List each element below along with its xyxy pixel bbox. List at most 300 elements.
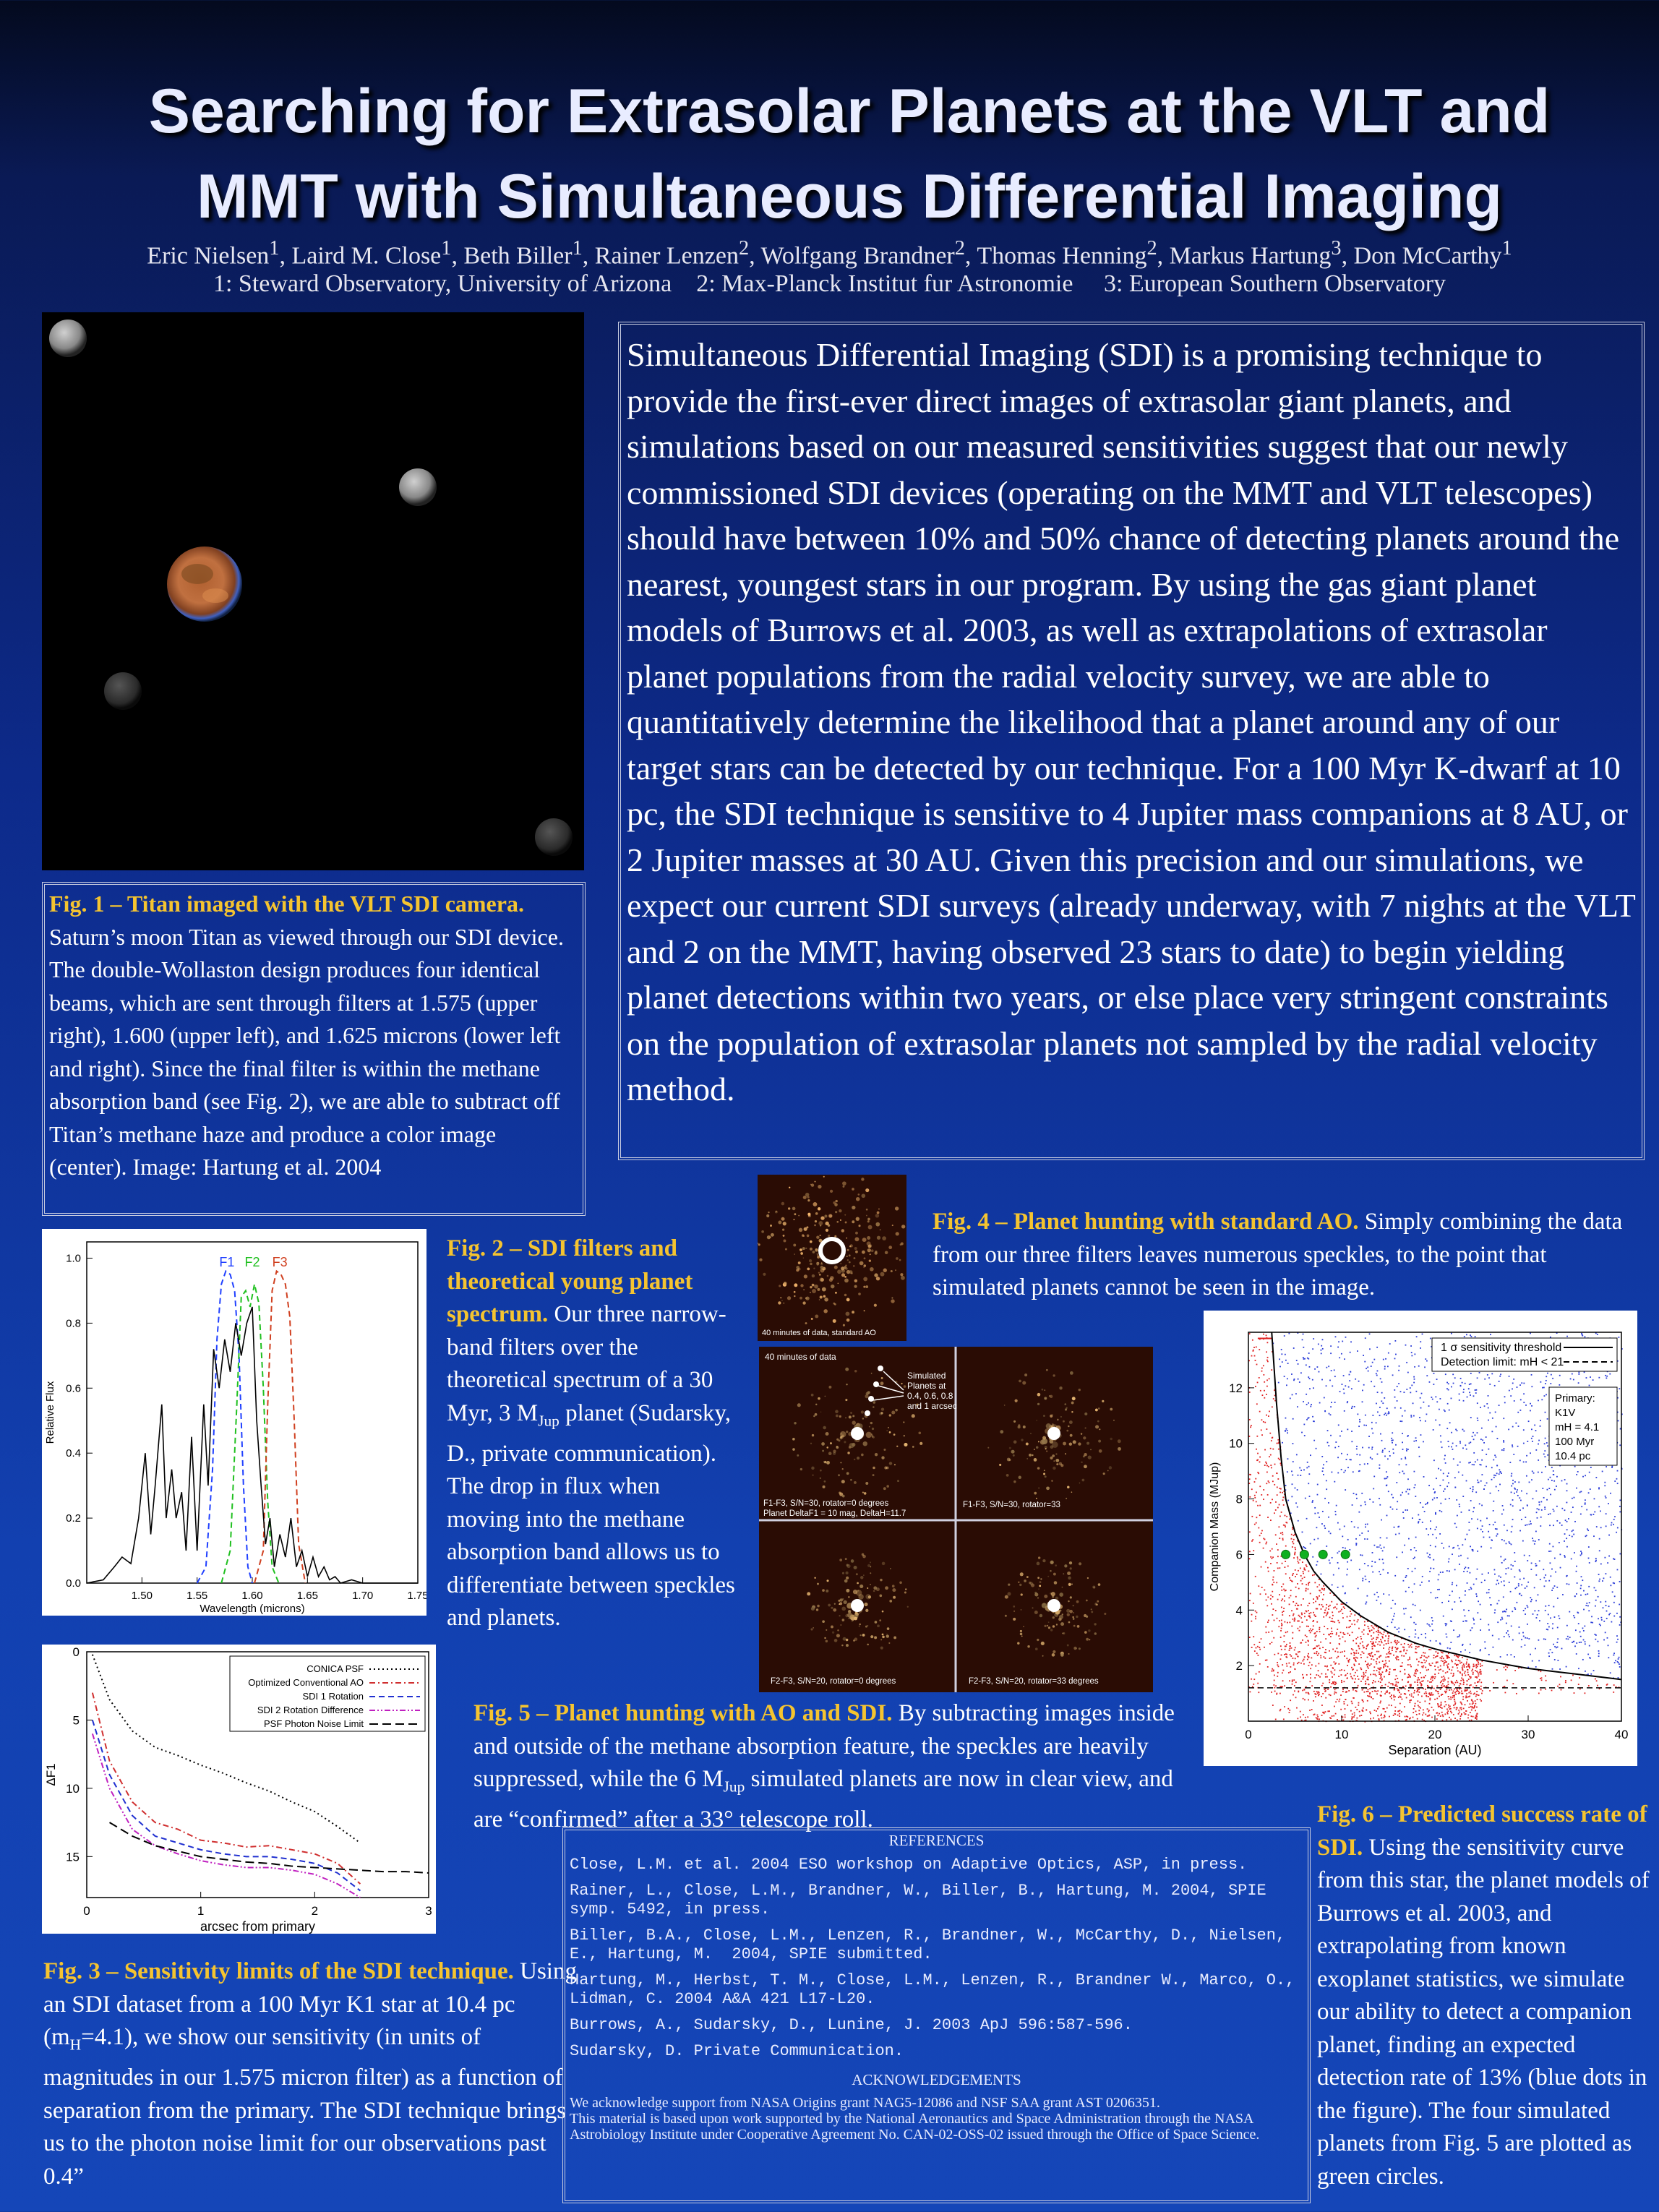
fig6-undetected-dot — [1334, 1684, 1336, 1685]
fig6-detected-dot — [1442, 1572, 1444, 1573]
speckle — [863, 1277, 867, 1282]
fig6-undetected-dot — [1337, 1657, 1338, 1658]
fig6-detected-dot — [1585, 1475, 1586, 1476]
fig6-undetected-dot — [1512, 1683, 1514, 1684]
fig6-detected-dot — [1339, 1551, 1340, 1552]
fig6-detected-dot — [1482, 1449, 1483, 1451]
fig6-info-line: mH = 4.1 — [1555, 1421, 1600, 1433]
speckle — [1069, 1442, 1072, 1445]
speckle — [1069, 1561, 1072, 1564]
speckle — [849, 1261, 851, 1264]
fig6-detected-dot — [1364, 1463, 1366, 1465]
fig6-undetected-dot — [1399, 1696, 1401, 1697]
fig6-undetected-dot — [1476, 1718, 1478, 1720]
fig6-detected-dot — [1404, 1613, 1405, 1615]
speckle — [1044, 1625, 1046, 1627]
fig6-undetected-dot — [1290, 1655, 1292, 1657]
fig6-undetected-dot — [1475, 1664, 1477, 1666]
speckle — [845, 1222, 847, 1224]
fig6-detected-dot — [1487, 1374, 1488, 1376]
fig6-detected-dot — [1547, 1623, 1548, 1624]
speckle — [1044, 1397, 1047, 1399]
fig6-detected-dot — [1380, 1574, 1381, 1575]
fig6-detected-dot — [1358, 1470, 1360, 1472]
fig6-undetected-dot — [1478, 1681, 1480, 1683]
fig6-undetected-dot — [1319, 1676, 1321, 1678]
fig6-detected-dot — [1560, 1567, 1561, 1569]
fig6-undetected-dot — [1469, 1667, 1470, 1668]
fig6-detected-dot — [1441, 1511, 1442, 1512]
fig6-undetected-dot — [1444, 1701, 1446, 1702]
fig6-detected-dot — [1590, 1376, 1591, 1378]
fig6-detected-dot — [1462, 1621, 1464, 1622]
fig6-undetected-dot — [1462, 1668, 1463, 1670]
fig6-detected-dot — [1293, 1461, 1294, 1462]
fig6-undetected-dot — [1258, 1655, 1259, 1656]
fig6-undetected-dot — [1421, 1677, 1423, 1679]
fig6-detected-dot — [1420, 1434, 1422, 1436]
fig6-detected-dot — [1462, 1645, 1463, 1646]
fig6-y-tick-label: 2 — [1235, 1659, 1243, 1673]
speckle — [810, 1184, 812, 1186]
fig6-undetected-dot — [1346, 1626, 1347, 1628]
fig6-undetected-dot — [1374, 1645, 1376, 1647]
fig6-undetected-dot — [1449, 1708, 1451, 1710]
fig6-detected-dot — [1515, 1423, 1517, 1424]
fig6-detected-dot — [1616, 1635, 1618, 1637]
fig6-detected-dot — [1328, 1531, 1329, 1532]
fig6-undetected-dot — [1341, 1603, 1342, 1605]
speckle — [1032, 1607, 1034, 1608]
fig6-undetected-dot — [1373, 1680, 1374, 1681]
fig6-undetected-dot — [1382, 1637, 1384, 1639]
fig6-detected-dot — [1452, 1449, 1454, 1450]
fig6-detected-dot — [1614, 1480, 1616, 1482]
speckle — [841, 1229, 844, 1232]
fig6-undetected-dot — [1317, 1598, 1319, 1600]
fig6-detected-dot — [1525, 1608, 1526, 1609]
fig6-detected-dot — [1467, 1558, 1469, 1559]
fig6-detected-dot — [1547, 1629, 1548, 1631]
fig6-detected-dot — [1443, 1472, 1444, 1474]
fig6-undetected-dot — [1465, 1675, 1466, 1676]
speckle — [1037, 1403, 1039, 1405]
fig6-detected-dot — [1466, 1449, 1467, 1450]
fig6-undetected-dot — [1363, 1673, 1365, 1675]
fig6-undetected-dot — [1317, 1586, 1319, 1587]
fig6-detected-dot — [1576, 1474, 1577, 1475]
fig6-detected-dot — [1470, 1546, 1471, 1547]
fig6-detected-dot — [1332, 1557, 1333, 1559]
speckle — [834, 1639, 838, 1642]
fig6-detected-dot — [1511, 1569, 1512, 1570]
fig6-undetected-dot — [1396, 1644, 1397, 1645]
speckle — [836, 1446, 839, 1449]
fig6-detected-dot — [1531, 1374, 1532, 1376]
fig6-undetected-dot — [1270, 1556, 1272, 1558]
fig6-detected-dot — [1387, 1366, 1389, 1367]
fig6-undetected-dot — [1265, 1626, 1266, 1628]
fig6-undetected-dot — [1440, 1707, 1441, 1708]
fig6-undetected-dot — [1266, 1600, 1267, 1601]
speckle — [813, 1415, 815, 1417]
fig6-undetected-dot — [1460, 1702, 1462, 1703]
fig6-detected-dot — [1439, 1485, 1441, 1486]
speckle — [827, 1275, 829, 1277]
fig6-detected-dot — [1297, 1406, 1298, 1407]
fig6-undetected-dot — [1337, 1620, 1339, 1621]
fig6-detected-dot — [1554, 1646, 1556, 1647]
fig6-undetected-dot — [1418, 1689, 1420, 1690]
fig6-undetected-dot — [1431, 1717, 1433, 1718]
fig6-detected-dot — [1399, 1420, 1401, 1422]
fig6-undetected-dot — [1300, 1663, 1302, 1664]
fig6-detected-dot — [1462, 1544, 1463, 1546]
fig6-detected-dot — [1419, 1417, 1420, 1418]
speckle — [839, 1491, 841, 1493]
speckle — [1005, 1615, 1007, 1617]
fig6-detected-dot — [1460, 1600, 1462, 1602]
fig6-undetected-dot — [1454, 1697, 1455, 1698]
fig6-detected-dot — [1614, 1662, 1616, 1663]
fig6-undetected-dot — [1394, 1640, 1396, 1642]
fig6-detected-dot — [1552, 1628, 1553, 1629]
fig6-detected-dot — [1547, 1418, 1548, 1420]
fig6-detected-dot — [1381, 1440, 1383, 1441]
fig6-undetected-dot — [1275, 1501, 1277, 1503]
fig6-detected-dot — [1483, 1442, 1485, 1444]
speckle — [901, 1276, 905, 1280]
fig6-detected-dot — [1428, 1580, 1430, 1582]
fig6-undetected-dot — [1440, 1689, 1441, 1690]
fig6-undetected-dot — [1380, 1701, 1381, 1702]
fig1-heading: Fig. 1 – Titan imaged with the VLT SDI camera. — [49, 891, 524, 917]
acknowledgement-1: We acknowledge support from NASA Origins grant NAG5-12086 and NSF SAA grant AST 0206351. — [570, 2095, 1160, 2111]
fig6-undetected-dot — [1386, 1670, 1387, 1671]
author-aff: 2 — [1146, 237, 1157, 260]
fig6-undetected-dot — [1463, 1684, 1465, 1685]
fig6-detected-dot — [1377, 1371, 1379, 1372]
fig6-detected-dot — [1482, 1525, 1483, 1527]
fig6-undetected-dot — [1250, 1474, 1251, 1475]
fig6-detected-dot — [1451, 1333, 1452, 1334]
fig6-detected-dot — [1577, 1582, 1578, 1584]
fig6-detected-dot — [1538, 1459, 1539, 1461]
fig6-detected-dot — [1290, 1398, 1291, 1399]
fig6-detected-dot — [1472, 1436, 1473, 1437]
fig6-detected-dot — [1298, 1379, 1299, 1380]
fig6-undetected-dot — [1282, 1614, 1283, 1616]
fig6-detected-dot — [1394, 1407, 1396, 1409]
fig6-undetected-dot — [1282, 1492, 1283, 1493]
fig6-undetected-dot — [1452, 1697, 1454, 1698]
fig6-detected-dot — [1585, 1594, 1587, 1595]
fig3-legend-label: Optimized Conventional AO — [248, 1677, 364, 1688]
fig6-undetected-dot — [1285, 1515, 1286, 1517]
fig6-undetected-dot — [1302, 1674, 1303, 1676]
fig6-undetected-dot — [1389, 1705, 1390, 1706]
fig6-undetected-dot — [1256, 1501, 1257, 1503]
fig6-detected-dot — [1449, 1498, 1450, 1499]
speckle — [1038, 1487, 1039, 1488]
fig6-undetected-dot — [1451, 1669, 1452, 1671]
speckle — [775, 1211, 778, 1214]
speckle — [843, 1324, 845, 1326]
speckle — [1046, 1369, 1048, 1371]
fig6-detected-dot — [1436, 1401, 1438, 1402]
fig6-detected-dot — [1444, 1410, 1445, 1411]
fig6-detected-dot — [1337, 1552, 1338, 1553]
fig6-detected-dot — [1519, 1571, 1521, 1572]
fig6-x-tick-label: 0 — [1245, 1728, 1252, 1741]
fig6-detected-dot — [1468, 1589, 1470, 1590]
speckle — [819, 1274, 821, 1276]
fig6-undetected-dot — [1430, 1649, 1431, 1650]
fig6-undetected-dot — [1285, 1649, 1286, 1650]
speckle — [881, 1407, 884, 1410]
fig6-undetected-dot — [1298, 1662, 1300, 1663]
fig6-undetected-dot — [1281, 1686, 1282, 1687]
fig6-undetected-dot — [1308, 1665, 1310, 1666]
speckle — [1021, 1593, 1023, 1595]
fig6-undetected-dot — [1596, 1680, 1598, 1681]
fig6-undetected-dot — [1266, 1660, 1268, 1661]
speckle — [894, 1464, 896, 1465]
speckle — [865, 1394, 868, 1398]
fig6-undetected-dot — [1266, 1415, 1267, 1416]
fig6-detected-dot — [1392, 1497, 1394, 1499]
fig6-detected-dot — [1308, 1402, 1309, 1404]
fig6-detected-dot — [1454, 1377, 1456, 1379]
fig6-undetected-dot — [1384, 1640, 1386, 1642]
fig6-undetected-dot — [1344, 1670, 1345, 1671]
fig6-detected-dot — [1392, 1442, 1393, 1444]
fig6-undetected-dot — [1397, 1715, 1399, 1716]
fig6-detected-dot — [1449, 1559, 1450, 1560]
fig6-detected-dot — [1319, 1371, 1320, 1373]
fig6-detected-dot — [1384, 1366, 1386, 1368]
speckle — [1023, 1626, 1024, 1627]
fig6-undetected-dot — [1454, 1689, 1455, 1690]
speckle — [1098, 1583, 1101, 1586]
fig6-undetected-dot — [1339, 1699, 1340, 1700]
fig6-detected-dot — [1572, 1506, 1574, 1508]
fig6-detected-dot — [1414, 1557, 1415, 1559]
fig6-detected-dot — [1470, 1488, 1471, 1489]
fig6-detected-dot — [1545, 1610, 1546, 1611]
fig6-detected-dot — [1512, 1611, 1513, 1612]
speckle — [1087, 1577, 1089, 1579]
speckle — [823, 1295, 826, 1298]
fig6-undetected-dot — [1384, 1715, 1385, 1716]
fig6-undetected-dot — [1411, 1647, 1412, 1648]
speckle — [794, 1283, 797, 1287]
fig6-undetected-dot — [1313, 1602, 1314, 1603]
speckle — [1039, 1614, 1043, 1618]
fig6-undetected-dot — [1376, 1691, 1377, 1692]
fig6-undetected-dot — [1280, 1637, 1282, 1638]
fig6-undetected-dot — [1339, 1638, 1341, 1639]
speckle — [847, 1249, 849, 1251]
fig6-detected-dot — [1497, 1533, 1499, 1535]
fig6-detected-dot — [1443, 1548, 1444, 1549]
speckle — [818, 1397, 820, 1400]
fig6-undetected-dot — [1541, 1679, 1543, 1681]
speckle — [859, 1626, 860, 1627]
fig6-detected-dot — [1293, 1418, 1294, 1420]
speckle — [841, 1436, 844, 1439]
fig6-detected-dot — [1532, 1660, 1533, 1662]
fig6-undetected-dot — [1316, 1694, 1317, 1695]
speckle — [900, 1273, 903, 1276]
fig6-undetected-dot — [1282, 1534, 1283, 1535]
fig6-detected-dot — [1558, 1615, 1559, 1616]
fig6-detected-dot — [1544, 1585, 1546, 1587]
fig6-undetected-dot — [1282, 1538, 1284, 1539]
fig6-detected-dot — [1566, 1625, 1568, 1626]
fig6-detected-dot — [1327, 1442, 1329, 1444]
fig6-detected-dot — [1302, 1339, 1303, 1340]
fig6-detected-dot — [1540, 1426, 1541, 1427]
fig6-undetected-dot — [1417, 1684, 1418, 1686]
fig6-detected-dot — [1422, 1334, 1423, 1335]
fig6-undetected-dot — [1303, 1573, 1304, 1574]
fig6-detected-dot — [1523, 1462, 1525, 1463]
fig6-undetected-dot — [1397, 1649, 1398, 1650]
fig6-detected-dot — [1459, 1399, 1460, 1401]
fig6-undetected-dot — [1295, 1576, 1296, 1577]
fig6-undetected-dot — [1347, 1673, 1348, 1674]
speckle — [1044, 1595, 1047, 1598]
speckle — [896, 1446, 898, 1447]
fig6-detected-dot — [1363, 1355, 1364, 1356]
fig6-info-line: K1V — [1555, 1407, 1576, 1419]
speckle — [828, 1386, 831, 1389]
fig6-undetected-dot — [1294, 1668, 1295, 1670]
fig6-undetected-dot — [1478, 1663, 1479, 1665]
fig6-detected-dot — [1329, 1413, 1330, 1415]
speckle — [904, 1435, 905, 1436]
fig6-undetected-dot — [1481, 1665, 1483, 1666]
speckle — [837, 1269, 841, 1274]
fig6-detected-dot — [1355, 1493, 1357, 1495]
fig6-detected-dot — [1435, 1598, 1436, 1599]
fig6-undetected-dot — [1269, 1482, 1270, 1483]
fig6-undetected-dot — [1282, 1670, 1284, 1671]
fig6-undetected-dot — [1418, 1664, 1419, 1666]
fig6-undetected-dot — [1320, 1655, 1321, 1657]
fig6-detected-dot — [1534, 1587, 1535, 1588]
fig6-detected-dot — [1435, 1529, 1436, 1530]
fig6-detected-dot — [1556, 1476, 1558, 1478]
titan-color-center — [167, 546, 242, 622]
fig6-undetected-dot — [1251, 1540, 1253, 1542]
fig6-detected-dot — [1332, 1385, 1333, 1386]
fig6-undetected-dot — [1420, 1683, 1422, 1684]
fig6-undetected-dot — [1271, 1692, 1272, 1693]
fig6-detected-dot — [1356, 1454, 1358, 1455]
fig6-undetected-dot — [1279, 1594, 1280, 1595]
fig6-detected-dot — [1342, 1384, 1343, 1385]
fig6-undetected-dot — [1303, 1571, 1304, 1572]
fig6-undetected-dot — [1394, 1707, 1396, 1708]
fig6-detected-dot — [1436, 1379, 1438, 1380]
fig6-undetected-dot — [1368, 1634, 1369, 1635]
fig6-detected-dot — [1566, 1638, 1567, 1639]
fig6-undetected-dot — [1403, 1650, 1405, 1652]
speckle — [1037, 1562, 1040, 1566]
fig6-sensitivity-curve — [1272, 1332, 1621, 1679]
fig6-undetected-dot — [1371, 1629, 1373, 1631]
fig6-undetected-dot — [1311, 1658, 1312, 1659]
fig6-undetected-dot — [1480, 1699, 1481, 1700]
fig6-undetected-dot — [1326, 1613, 1328, 1615]
fig6-detected-dot — [1376, 1375, 1378, 1376]
speckle — [891, 1410, 895, 1414]
fig6-detected-dot — [1499, 1472, 1501, 1473]
fig6-undetected-dot — [1355, 1707, 1356, 1708]
fig6-detected-dot — [1298, 1363, 1299, 1365]
fig6-undetected-dot — [1353, 1689, 1354, 1691]
fig6-undetected-dot — [1272, 1591, 1273, 1592]
speckle — [1103, 1472, 1105, 1475]
fig6-undetected-dot — [1425, 1675, 1426, 1676]
fig6-detected-dot — [1459, 1634, 1460, 1636]
fig6-detected-dot — [1303, 1401, 1304, 1402]
fig6-detected-dot — [1368, 1530, 1369, 1532]
fig6-detected-dot — [1585, 1502, 1586, 1504]
fig6-detected-dot — [1615, 1660, 1616, 1661]
references-box — [562, 1827, 1311, 2203]
fig6-detected-dot — [1496, 1486, 1497, 1488]
fig6-undetected-dot — [1293, 1615, 1294, 1616]
fig6-undetected-dot — [1369, 1711, 1371, 1712]
fig6-detected-dot — [1493, 1477, 1495, 1478]
fig6-detected-dot — [1439, 1533, 1441, 1535]
fig6-undetected-dot — [1253, 1500, 1254, 1501]
fig6-detected-dot — [1347, 1561, 1348, 1563]
speckle — [820, 1216, 824, 1219]
speckle — [793, 1219, 794, 1220]
fig6-detected-dot — [1334, 1402, 1336, 1403]
fig6-detected-dot — [1532, 1540, 1534, 1542]
fig6-undetected-dot — [1377, 1715, 1379, 1716]
fig6-undetected-dot — [1264, 1381, 1265, 1383]
speckle — [792, 1207, 796, 1211]
fig6-undetected-dot — [1387, 1666, 1389, 1668]
fig6-undetected-dot — [1417, 1670, 1418, 1671]
fig6-detected-dot — [1454, 1569, 1456, 1570]
fig6-detected-dot — [1300, 1470, 1302, 1471]
fig6-detected-dot — [1354, 1527, 1355, 1528]
fig6-undetected-dot — [1264, 1449, 1266, 1451]
fig6-undetected-dot — [1373, 1628, 1375, 1629]
fig6-undetected-dot — [1314, 1652, 1316, 1654]
fig6-undetected-dot — [1383, 1647, 1384, 1649]
fig6-detected-dot — [1581, 1552, 1582, 1553]
fig6-undetected-dot — [1283, 1504, 1285, 1506]
fig6-undetected-dot — [1316, 1635, 1317, 1637]
speckle — [872, 1435, 873, 1436]
fig6-undetected-dot — [1387, 1656, 1389, 1658]
fig6-detected-dot — [1432, 1499, 1433, 1501]
fig6-detected-dot — [1314, 1368, 1316, 1370]
fig6-undetected-dot — [1393, 1697, 1394, 1698]
fig6-detected-dot — [1446, 1388, 1448, 1389]
fig6-detected-dot — [1342, 1547, 1344, 1548]
fig6-detected-dot — [1539, 1504, 1540, 1506]
fig6-detected-dot — [1517, 1489, 1518, 1491]
